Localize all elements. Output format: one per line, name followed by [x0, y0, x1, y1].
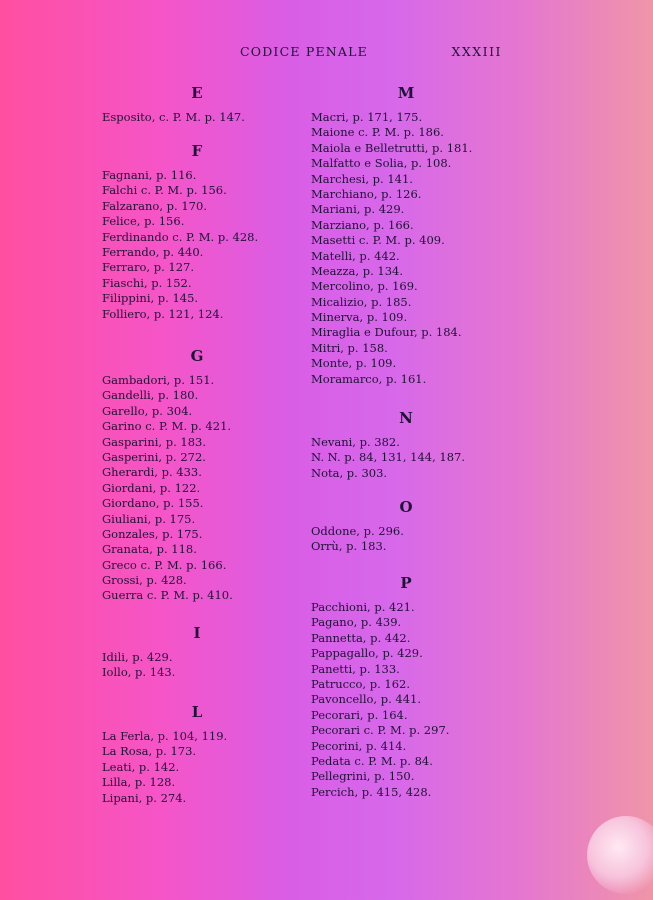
index-entry: Mercolino, p. 169.	[311, 279, 418, 294]
index-entry: Pavoncello, p. 441.	[311, 692, 422, 707]
index-entry: Garello, p. 304.	[102, 403, 193, 418]
index-entry: Esposito, c. P. M. p. 147.	[102, 110, 245, 124]
index-section	[311, 498, 501, 555]
index-entry: Gherardi, p. 433.	[102, 465, 202, 480]
index-entry: N. N. p. 84, 131, 144, 187.	[311, 450, 466, 465]
index-entry: Filippini, p. 145.	[102, 291, 199, 306]
index-entry: Felice, p. 156.	[102, 214, 185, 229]
page-stain	[587, 816, 653, 894]
index-entry: Lilla, p. 128.	[102, 775, 176, 790]
index-section	[311, 574, 501, 800]
index-entry: Falzarano, p. 170.	[102, 198, 207, 213]
index-entry: Mariani, p. 429.	[311, 202, 405, 217]
index-entry: Monte, p. 109.	[311, 356, 397, 371]
index-section	[311, 409, 501, 481]
index-section	[311, 84, 501, 387]
index-entry: Leati, p. 142.	[102, 759, 180, 774]
index-entry: Garino c. P. M. p. 421.	[102, 419, 232, 434]
index-entry: Masetti c. P. M. p. 409.	[311, 233, 445, 248]
index-section	[102, 84, 292, 125]
index-entry: Ferdinando c. P. M. p. 428.	[102, 229, 259, 244]
index-section	[102, 624, 292, 681]
index-entry: Marchiano, p. 126.	[311, 186, 422, 201]
section-letter: I	[193, 624, 201, 642]
index-entry: Iollo, p. 143.	[102, 665, 176, 680]
index-entry: Giuliani, p. 175.	[102, 511, 196, 526]
index-entry: Maione c. P. M. p. 186.	[311, 125, 444, 140]
index-entry: Percich, p. 415, 428.	[311, 784, 432, 799]
index-entry: Pecorari c. P. M. p. 297.	[311, 723, 450, 738]
index-entry: Falchi c. P. M. p. 156.	[102, 183, 227, 198]
index-entry: Marchesi, p. 141.	[311, 171, 413, 186]
index-entry: Marziano, p. 166.	[311, 217, 414, 232]
index-entry: Pellegrini, p. 150.	[311, 769, 415, 784]
section-letter: F	[191, 142, 203, 160]
index-entry: Gasparini, p. 183.	[102, 434, 207, 449]
index-entry: Oddone, p. 296.	[311, 524, 404, 538]
index-entry: Gonzales, p. 175.	[102, 526, 203, 541]
index-section	[102, 142, 292, 322]
index-entry: Meazza, p. 134.	[311, 263, 403, 278]
running-title: CODICE PENALE	[240, 44, 368, 59]
index-entry: Gandelli, p. 180.	[102, 388, 199, 403]
section-letter: P	[400, 574, 412, 592]
index-entry: Minerva, p. 109.	[311, 310, 408, 325]
index-entry: Maiola e Belletrutti, p. 181.	[311, 140, 473, 155]
section-letter: N	[399, 409, 413, 427]
index-entry: Pedata c. P. M. p. 84.	[311, 753, 433, 768]
index-entry: Folliero, p. 121, 124.	[102, 306, 224, 321]
index-entry: Nota, p. 303.	[311, 465, 388, 480]
index-entry: Gambadori, p. 151.	[102, 373, 215, 387]
index-entry: Giordano, p. 155.	[102, 496, 204, 511]
index-entry: Fiaschi, p. 152.	[102, 275, 192, 290]
index-entry: Pappagallo, p. 429.	[311, 646, 423, 661]
index-entry: Nevani, p. 382.	[311, 435, 400, 449]
index-entry: Lipani, p. 274.	[102, 790, 187, 805]
index-entry: Matelli, p. 442.	[311, 248, 400, 263]
index-entry: Greco c. P. M. p. 166.	[102, 557, 227, 572]
section-letter: E	[191, 84, 203, 102]
index-entry: Pecorini, p. 414.	[311, 738, 407, 753]
index-entry: La Rosa, p. 173.	[102, 744, 197, 759]
index-entry: Malfatto e Solia, p. 108.	[311, 156, 452, 171]
index-entry: Panetti, p. 133.	[311, 661, 400, 676]
index-entry: Granata, p. 118.	[102, 542, 197, 557]
index-entry: Patrucco, p. 162.	[311, 676, 410, 691]
index-section	[102, 347, 292, 604]
section-letter: L	[191, 703, 203, 721]
page-number: XXXIII	[451, 44, 502, 59]
index-entry: Mitri, p. 158.	[311, 340, 388, 355]
index-entry: Micalizio, p. 185.	[311, 294, 412, 309]
index-entry: Grossi, p. 428.	[102, 573, 187, 588]
index-entry: Orrù, p. 183.	[311, 539, 387, 554]
index-entry: Ferraro, p. 127.	[102, 260, 195, 275]
index-entry: Pecorari, p. 164.	[311, 707, 408, 722]
page-header	[240, 44, 510, 62]
index-entry: Pacchioni, p. 421.	[311, 600, 415, 614]
index-entry: Giordani, p. 122.	[102, 480, 201, 495]
index-entry: Idili, p. 429.	[102, 650, 173, 664]
index-entry: La Ferla, p. 104, 119.	[102, 729, 228, 743]
index-entry: Miraglia e Dufour, p. 184.	[311, 325, 462, 340]
index-entry: Fagnani, p. 116.	[102, 168, 197, 182]
index-entry: Macri, p. 171, 175.	[311, 110, 423, 124]
index-entry: Pagano, p. 439.	[311, 615, 402, 630]
section-letter: O	[399, 498, 413, 516]
section-letter: G	[190, 347, 204, 365]
index-entry: Pannetta, p. 442.	[311, 630, 411, 645]
index-section	[102, 703, 292, 806]
index-entry: Ferrando, p. 440.	[102, 244, 204, 259]
index-entry: Gasperini, p. 272.	[102, 449, 206, 464]
index-entry: Guerra c. P. M. p. 410.	[102, 588, 233, 603]
section-letter: M	[397, 84, 415, 102]
index-entry: Moramarco, p. 161.	[311, 371, 427, 386]
